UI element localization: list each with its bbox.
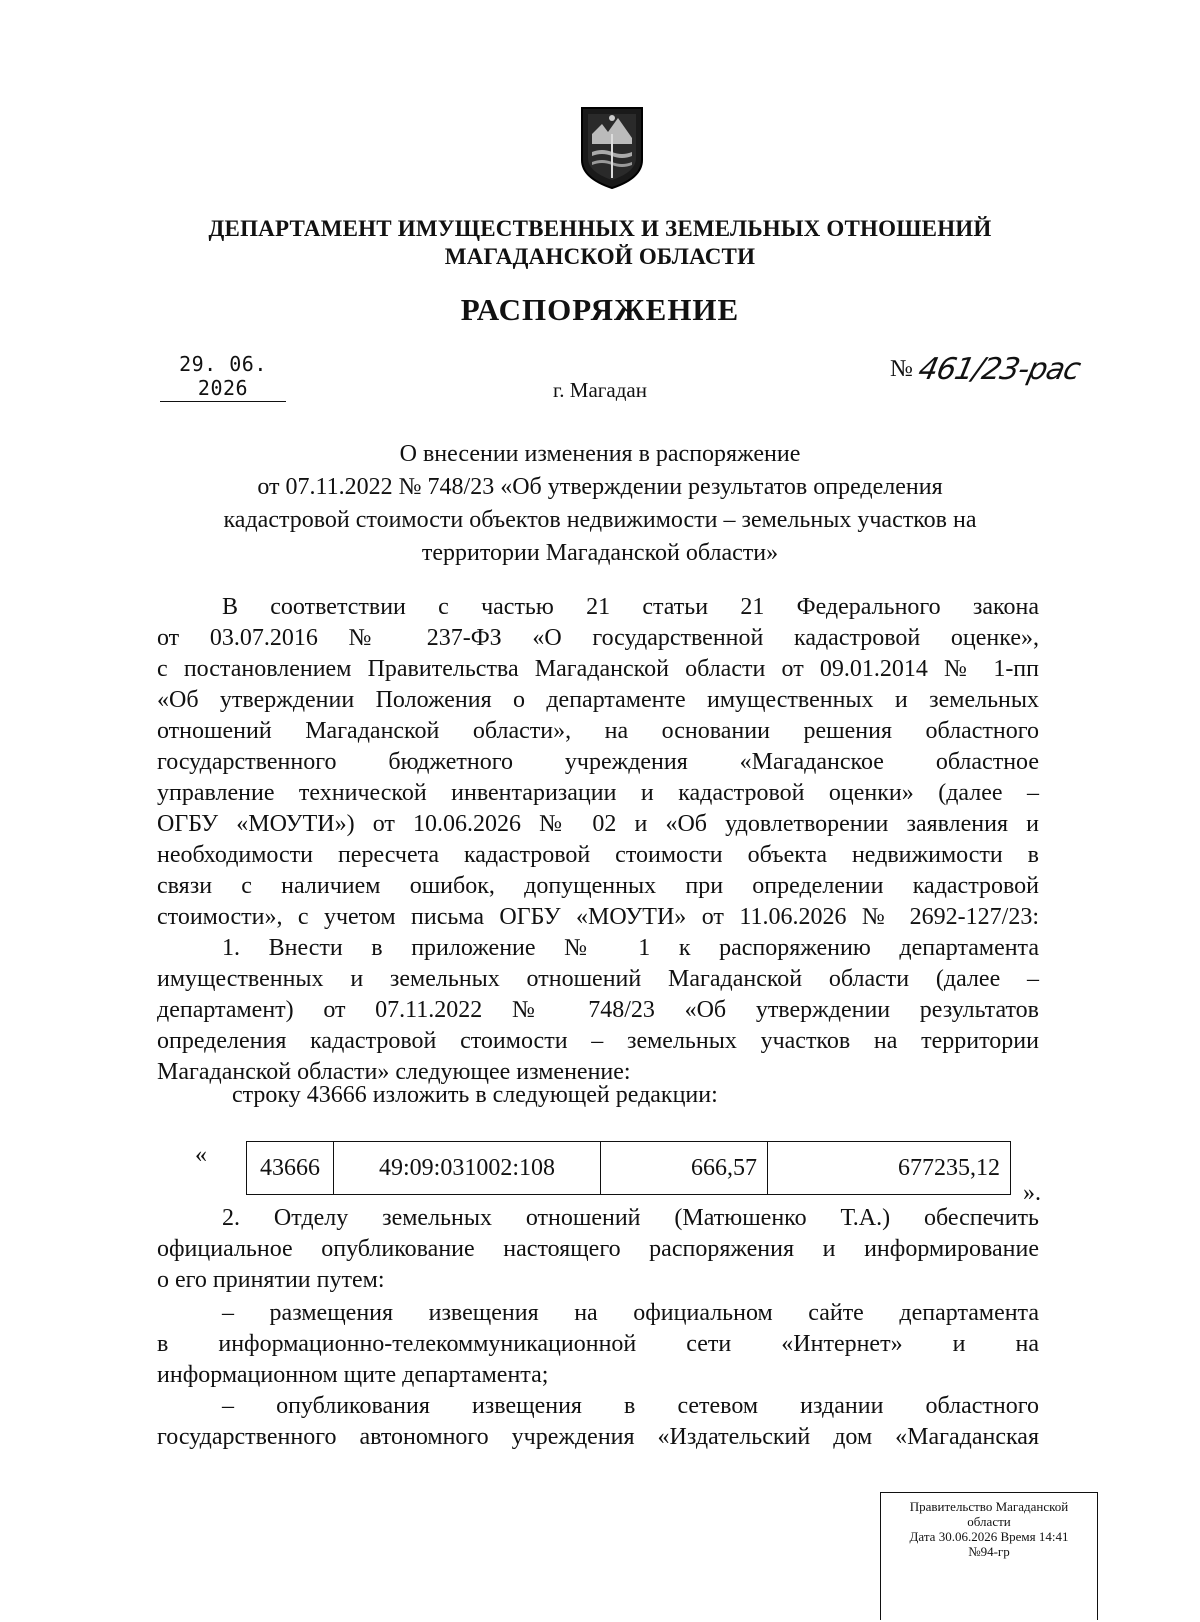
text-line: 1. Внести в приложение № 1 к распоряжению департамента [222,935,1039,961]
text-line: отношений Магаданской области», на основании решения областного [157,718,1039,744]
text-line: «Об утверждении Положения о департаменте имущественных и земельных [157,687,1039,713]
text-line: необходимости пересчета кадастровой стоимости объекта недвижимости в [157,842,1039,868]
text-line: государственного бюджетного учреждения «Магаданское областное [157,749,1039,775]
text-line: в информационно-телекоммуникационной сети «Интернет» и на [157,1331,1039,1357]
text-line: – размещения извещения на официальном сайте департамента [222,1300,1039,1326]
text-line: связи с наличием ошибок, допущенных при определении кадастровой [157,873,1039,899]
paragraph-item-2-bullet-2 [157,1391,1039,1453]
text-line: государственного автономного учреждения «Издательский дом «Магаданская [157,1424,1039,1450]
city-name: г. Магадан [553,378,647,402]
text-line: о его принятии путем: [157,1267,385,1293]
text-line: ОГБУ «МОУТИ») от 10.06.2026 № 02 и «Об удовлетворении заявления и [157,811,1039,837]
area-cell: 666,57 [601,1142,768,1195]
text-line: определения кадастровой стоимости – земельных участков на территории [157,1028,1039,1054]
text-line: информационном щите департамента; [157,1362,549,1388]
coat-of-arms-icon [578,104,646,190]
subject-line: территории Магаданской области» [421,540,779,566]
stamp-line: Дата 30.06.2026 Время 14:41 [909,1529,1069,1544]
quote-open: « [195,1142,207,1168]
stamp-line: №94-гр [968,1544,1010,1559]
cadastral-value-cell: 677235,12 [768,1142,1011,1195]
text-line: В соответствии с частью 21 статьи 21 Федерального закона [222,594,1039,620]
department-name-line2: МАГАДАНСКОЙ ОБЛАСТИ [444,244,756,269]
registration-stamp [880,1492,1098,1620]
quote-close: ». [1023,1180,1041,1206]
text-line: департамент) от 07.11.2022 № 748/23 «Об утверждении результатов [157,997,1039,1023]
number-value-handwritten: 461/23-рас [915,352,1083,387]
subject-line: от 07.11.2022 № 748/23 «Об утверждении результатов определения [257,474,943,500]
stamp-line: области [967,1514,1011,1529]
table-row [247,1142,1011,1195]
text-line: 2. Отделу земельных отношений (Матюшенко Т.А.) обеспечить [222,1205,1039,1231]
subject-line: О внесении изменения в распоряжение [399,441,801,467]
text-line: имущественных и земельных отношений Магаданской области (далее – [157,966,1039,992]
text-line: от 03.07.2016 № 237-ФЗ «О государственной кадастровой оценке», [157,625,1039,651]
row-number-cell: 43666 [247,1142,334,1195]
cadastral-table [246,1141,1011,1195]
text-line: Магаданской области» следующее изменение: [157,1059,631,1085]
text-line: – опубликования извещения в сетевом издании областного [222,1393,1039,1419]
stamp-line: Правительство Магаданской [909,1499,1069,1514]
subject-line: кадастровой стоимости объектов недвижимости – земельных участков на [223,507,977,533]
document-subject [0,438,1200,570]
paragraph-item-2 [157,1203,1039,1296]
department-name-line1: ДЕПАРТАМЕНТ ИМУЩЕСТВЕННЫХ И ЗЕМЕЛЬНЫХ ОТНОШЕНИЙ [208,216,992,241]
document-type-title: РАСПОРЯЖЕНИЕ [460,292,740,327]
paragraph-row-instruction [157,1080,1039,1111]
paragraph-preamble [157,592,1039,933]
paragraph-item-2-bullet-1 [157,1298,1039,1391]
text-line: управление технической инвентаризации и кадастровой оценки» (далее – [157,780,1039,806]
number-label: № [890,356,913,382]
text-line: стоимости», с учетом письма ОГБУ «МОУТИ» от 11.06.2026 № 2692-127/23: [157,904,1039,930]
cadastral-number-cell: 49:09:031002:108 [334,1142,601,1195]
text-line: строку 43666 изложить в следующей редакции: [232,1082,718,1108]
text-line: официальное опубликование настоящего распоряжения и информирование [157,1236,1039,1262]
text-line: с постановлением Правительства Магаданской области от 09.01.2014 № 1-пп [157,656,1039,682]
paragraph-item-1 [157,933,1039,1088]
document-date: 29. 06. 2026 [160,352,286,402]
